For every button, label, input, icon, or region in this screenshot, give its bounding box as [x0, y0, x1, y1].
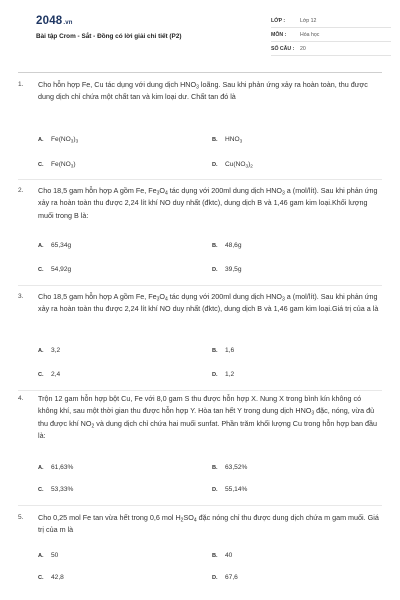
option-key: B. [212, 137, 218, 143]
option-d[interactable] [212, 574, 238, 581]
question-1 [18, 79, 382, 104]
option-key: C. [38, 575, 44, 581]
option-text: 1,2 [225, 371, 235, 378]
question-text: Cho 18,5 gam hỗn hợp A gồm Fe, $Fe_3O_4$ tác dụng với 200ml dung dịch $HNO_3$ a (mol/lít). Sau khi phản ứng xảy ra hoàn toàn thu được 2,24 lít khí NO duy nhất (đktc), dung dịch B và 1,46 gam kim loại.Giá trị của a là [38, 292, 379, 314]
option-key: A. [38, 243, 44, 249]
option-b[interactable] [212, 464, 247, 471]
option-text: 39,5g [225, 266, 242, 273]
option-d[interactable] [212, 161, 253, 168]
option-text: 2,4 [51, 371, 61, 378]
option-d[interactable] [212, 266, 242, 273]
option-key: D. [212, 487, 218, 493]
option-text: 61,63% [51, 464, 74, 471]
option-key: B. [212, 553, 218, 559]
option-text: $Fe(NO_3)_3$ [51, 136, 79, 144]
question-text: Cho 0,25 mol Fe tan vừa hết trong 0,6 mol $H_2SO_4$ đặc nóng chỉ thu được dung dịch chứa m gam muối. Giá trị của m là [38, 513, 379, 535]
question-number: 5. [18, 514, 24, 521]
question-2 [18, 185, 382, 222]
option-c[interactable] [38, 161, 76, 168]
option-key: D. [212, 372, 218, 378]
question-number: 4. [18, 395, 24, 402]
option-text: 55,14% [225, 486, 248, 493]
option-key: A. [38, 137, 44, 143]
header-divider [18, 72, 382, 73]
option-key: D. [212, 575, 218, 581]
meta-label: MÔN : [271, 31, 287, 38]
option-c[interactable] [38, 266, 71, 273]
option-text: 48,6g [225, 242, 242, 249]
question-number: 1. [18, 81, 24, 88]
question-text: Trộn 12 gam hỗn hợp bột Cu, Fe với 8,0 gam S thu được hỗn hợp X. Nung X trong bình kín không có không khí, sau một thời gian thu được hỗn hợp Y. Hòa tan hết Y trong dung dịch $HNO_3$ đặc, nóng, vừa đủ thu được khí $NO_2$ và dung dịch chỉ chứa hai muối sunfat. Phần trăm khối lượng Cu trong hỗn hợp ban đầu là: [38, 394, 378, 440]
option-key: A. [38, 553, 44, 559]
document-title: Bài tập Crom - Sắt - Đồng có lời giải chi tiết (P2) [36, 33, 182, 40]
question-number: 2. [18, 187, 24, 194]
question-separator [18, 505, 382, 506]
meta-value: Lớp 12 [300, 17, 317, 24]
option-key: B. [212, 243, 218, 249]
option-d[interactable] [212, 371, 234, 378]
option-text: $Fe(NO_3)$ [51, 161, 76, 169]
meta-table [271, 14, 391, 56]
meta-row-grade [271, 14, 391, 28]
option-b[interactable] [212, 552, 232, 559]
question-separator [18, 390, 382, 391]
option-text: 1,6 [225, 347, 235, 354]
option-key: D. [212, 267, 218, 273]
option-text: 67,6 [225, 574, 238, 581]
question-3 [18, 291, 382, 316]
option-key: C. [38, 267, 44, 273]
option-a[interactable] [38, 552, 58, 559]
option-text: 63,52% [225, 464, 248, 471]
meta-label: LỚP : [271, 17, 286, 24]
logo-text: 2048 [36, 15, 63, 27]
option-c[interactable] [38, 371, 60, 378]
question-separator [18, 285, 382, 286]
option-text: 53,33% [51, 486, 74, 493]
meta-row-count [271, 42, 391, 56]
option-key: C. [38, 372, 44, 378]
option-b[interactable] [212, 136, 242, 143]
option-key: B. [212, 465, 218, 471]
option-d[interactable] [212, 486, 247, 493]
option-key: C. [38, 487, 44, 493]
option-text: $Cu(NO_3)_2$ [225, 161, 253, 169]
question-text: Cho 18,5 gam hỗn hợp A gồm Fe, $Fe_3O_4$ tác dụng với 200ml dung dịch $HNO_3$ a (mol/lít). Sau khi phản ứng xảy ra hoàn toàn thu được 2,24 lít khí NO duy nhất (đktc), dung dịch B và 1,46 gam kim loại.Khối lượng muối trong B là: [38, 186, 378, 220]
site-logo[interactable] [36, 15, 73, 27]
option-text: 65,34g [51, 242, 72, 249]
option-a[interactable] [38, 136, 78, 143]
option-a[interactable] [38, 464, 73, 471]
option-b[interactable] [212, 242, 242, 249]
option-b[interactable] [212, 347, 234, 354]
option-a[interactable] [38, 347, 60, 354]
meta-value: 20 [300, 45, 306, 52]
option-key: D. [212, 162, 218, 168]
question-4 [18, 393, 382, 442]
option-text: 3,2 [51, 347, 61, 354]
option-text: 40 [225, 552, 233, 559]
meta-value: Hóa học [300, 31, 320, 38]
question-text: Cho hỗn hợp Fe, Cu tác dụng với dung dịch $HNO_3$ loãng. Sau khi phản ứng xảy ra hoàn toàn, thu được dung dịch chỉ chứa một chất tan và kim loại dư. Chất tan đó là [38, 80, 368, 102]
option-text: 50 [51, 552, 59, 559]
question-separator [18, 179, 382, 180]
option-a[interactable] [38, 242, 71, 249]
option-text: 54,92g [51, 266, 72, 273]
option-key: A. [38, 348, 44, 354]
logo-suffix: .vn [63, 20, 73, 26]
option-text: 42,8 [51, 574, 64, 581]
meta-row-subject [271, 28, 391, 42]
option-c[interactable] [38, 574, 64, 581]
meta-label: SỐ CÂU : [271, 45, 295, 52]
question-number: 3. [18, 293, 24, 300]
question-5 [18, 512, 382, 537]
worksheet-header [18, 0, 382, 62]
option-c[interactable] [38, 486, 73, 493]
option-text: $HNO_3$ [225, 136, 243, 144]
option-key: B. [212, 348, 218, 354]
option-key: C. [38, 162, 44, 168]
option-key: A. [38, 465, 44, 471]
